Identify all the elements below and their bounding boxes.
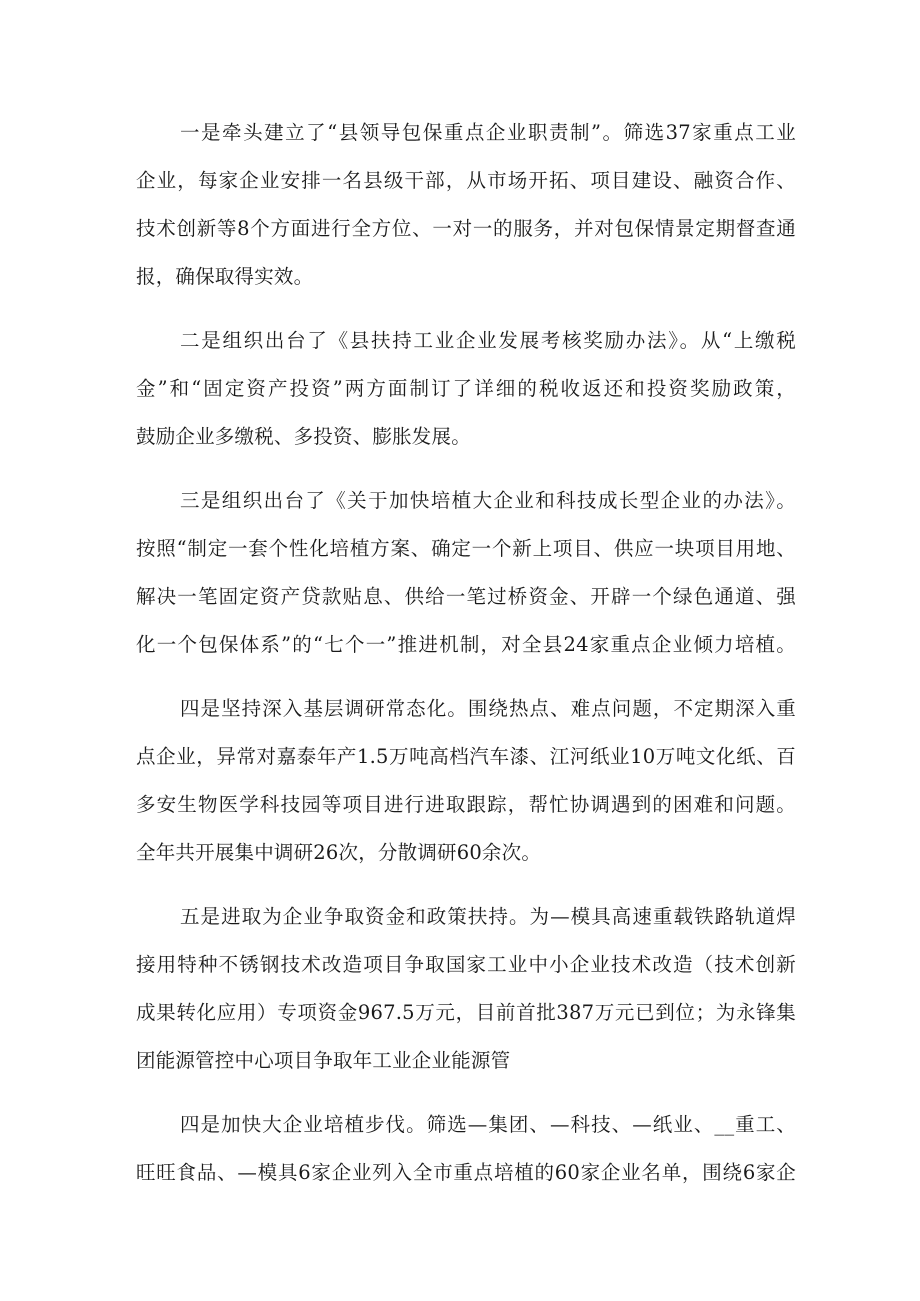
paragraph-line: 二是组织出台了《县扶持工业企业发展考核奖励办法》。从“上缴税 — [180, 329, 796, 352]
paragraph-line: 技术创新等8个方面进行全方位、一对一的服务，并对包保情景定期督查通 — [136, 217, 796, 240]
paragraph-line: 化一个包保体系”的“七个一”推进机制，对全县24家重点企业倾力培植。 — [136, 633, 796, 656]
paragraph-line: 解决一笔固定资产贷款贴息、供给一笔过桥资金、开辟一个绿色通道、强 — [136, 585, 796, 608]
paragraph-line: 金”和“固定资产投资”两方面制订了详细的税收返还和投资奖励政策， — [136, 377, 796, 400]
paragraph-line: 鼓励企业多缴税、多投资、膨胀发展。 — [136, 425, 471, 448]
paragraph-line: 一是牵头建立了“县领导包保重点企业职责制”。筛选37家重点工业 — [180, 121, 796, 144]
paragraph-line: 多安生物医学科技园等项目进行进取跟踪，帮忙协调遇到的困难和问题。 — [136, 793, 796, 816]
paragraph-line: 点企业，异常对嘉泰年产1.5万吨高档汽车漆、江河纸业10万吨文化纸、百 — [136, 745, 796, 768]
paragraph-line: 成果转化应用）专项资金967.5万元，目前首批387万元已到位；为永锋集 — [136, 1001, 796, 1024]
paragraph-line: 团能源管控中心项目争取年工业企业能源管 — [136, 1049, 511, 1072]
paragraph-line: 报，确保取得实效。 — [136, 265, 314, 288]
paragraph-line: 五是进取为企业争取资金和政策扶持。为—模具高速重载铁路轨道焊 — [180, 905, 796, 928]
paragraph-line: 接用特种不锈钢技术改造项目争取国家工业中小企业技术改造（技术创新 — [136, 953, 796, 976]
paragraph-line: 四是加快大企业培植步伐。筛选—集团、—科技、—纸业、__重工、 — [180, 1113, 796, 1136]
paragraph-line: 旺旺食品、—模具6家企业列入全市重点培植的60家企业名单，围绕6家企 — [136, 1161, 796, 1184]
paragraph-line: 三是组织出台了《关于加快培植大企业和科技成长型企业的办法》。 — [180, 489, 796, 512]
paragraph-line: 企业，每家企业安排一名县级干部，从市场开拓、项目建设、融资合作、 — [136, 169, 796, 192]
paragraph-line: 按照“制定一套个性化培植方案、确定一个新上项目、供应一块项目用地、 — [136, 537, 796, 560]
paragraph-line: 全年共开展集中调研26次，分散调研60余次。 — [136, 841, 542, 864]
paragraph-line: 四是坚持深入基层调研常态化。围绕热点、难点问题，不定期深入重 — [180, 697, 796, 720]
